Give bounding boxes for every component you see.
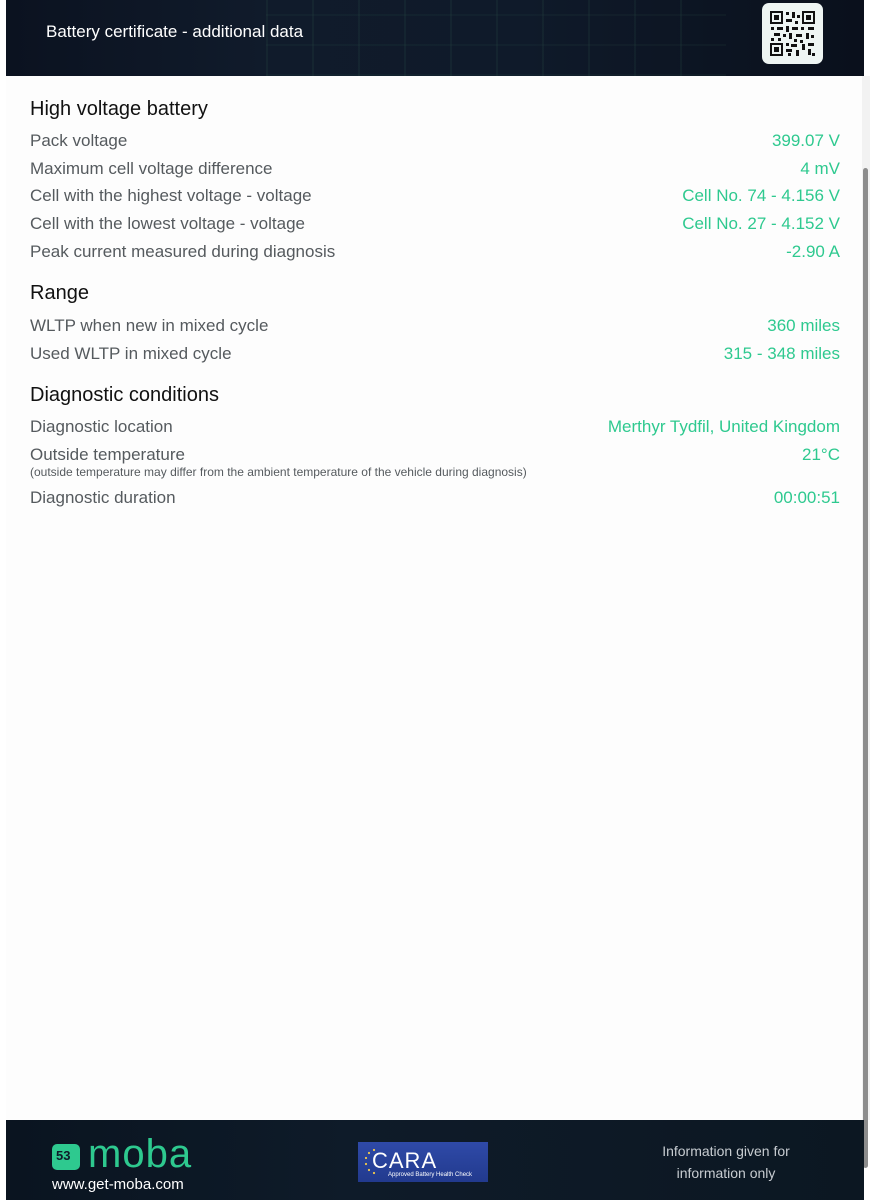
footer-disclaimer-line2: information only bbox=[676, 1165, 776, 1181]
certificate-page bbox=[6, 0, 864, 1200]
footer-bar bbox=[6, 1120, 864, 1200]
row-value: Cell No. 74 - 4.156 V bbox=[682, 186, 840, 205]
row-label: Pack voltage bbox=[30, 131, 128, 150]
header-background-image bbox=[266, 0, 726, 76]
moba-logo bbox=[52, 1132, 212, 1176]
row-value: 4 mV bbox=[800, 159, 840, 178]
battery-row-pack-voltage bbox=[30, 131, 840, 157]
header-bar bbox=[6, 0, 864, 76]
row-label: Cell with the highest voltage - voltage bbox=[30, 186, 312, 205]
row-label: Used WLTP in mixed cycle bbox=[30, 344, 232, 363]
row-value: Cell No. 27 - 4.152 V bbox=[682, 214, 840, 233]
diagnostic-row-duration bbox=[30, 488, 840, 514]
scrollbar-thumb[interactable] bbox=[863, 168, 868, 1168]
moba-badge-text: 53 bbox=[56, 1148, 71, 1163]
row-value: 315 - 348 miles bbox=[723, 344, 840, 363]
row-value: 360 miles bbox=[767, 316, 840, 335]
cara-tagline: Approved Battery Health Check bbox=[388, 1172, 473, 1178]
cara-logo bbox=[358, 1142, 488, 1182]
row-label: Peak current measured during diagnosis bbox=[30, 242, 336, 261]
row-label: Cell with the lowest voltage - voltage bbox=[30, 214, 305, 233]
row-value: 21°C bbox=[802, 445, 840, 464]
cara-wordmark: CARA bbox=[372, 1148, 438, 1173]
battery-row-lowest-cell bbox=[30, 214, 840, 240]
section-title-range: Range bbox=[30, 282, 89, 304]
range-row-wltp-new bbox=[30, 316, 840, 342]
row-value: 399.07 V bbox=[771, 131, 840, 150]
row-value: -2.90 A bbox=[786, 242, 840, 261]
section-title-diagnostic: Diagnostic conditions bbox=[30, 384, 219, 406]
row-value: Merthyr Tydfil, United Kingdom bbox=[607, 417, 840, 436]
page-title: Battery certificate - additional data bbox=[46, 22, 304, 41]
diagnostic-row-location bbox=[30, 417, 840, 443]
row-value: 00:00:51 bbox=[773, 488, 840, 507]
moba-badge-icon bbox=[52, 1144, 80, 1170]
range-row-wltp-used bbox=[30, 344, 840, 370]
row-label: WLTP when new in mixed cycle bbox=[30, 316, 269, 335]
temperature-note: (outside temperature may differ from the ambient temperature of the vehicle during diagnosis) bbox=[30, 465, 527, 479]
moba-website-link[interactable]: www.get-moba.com bbox=[52, 1176, 184, 1193]
battery-row-peak-current bbox=[30, 242, 840, 268]
scrollbar[interactable] bbox=[862, 76, 870, 1120]
section-title-battery: High voltage battery bbox=[30, 98, 208, 120]
footer-disclaimer bbox=[636, 1140, 816, 1184]
row-label: Maximum cell voltage difference bbox=[30, 159, 273, 178]
row-label: Diagnostic location bbox=[30, 417, 173, 436]
row-label: Outside temperature bbox=[30, 445, 185, 464]
moba-wordmark: moba bbox=[88, 1132, 193, 1176]
footer-disclaimer-line1: Information given for bbox=[662, 1143, 790, 1159]
battery-row-max-cell-diff bbox=[30, 159, 840, 185]
row-label: Diagnostic duration bbox=[30, 488, 176, 507]
battery-row-highest-cell bbox=[30, 186, 840, 212]
qr-code-icon[interactable] bbox=[762, 3, 823, 64]
